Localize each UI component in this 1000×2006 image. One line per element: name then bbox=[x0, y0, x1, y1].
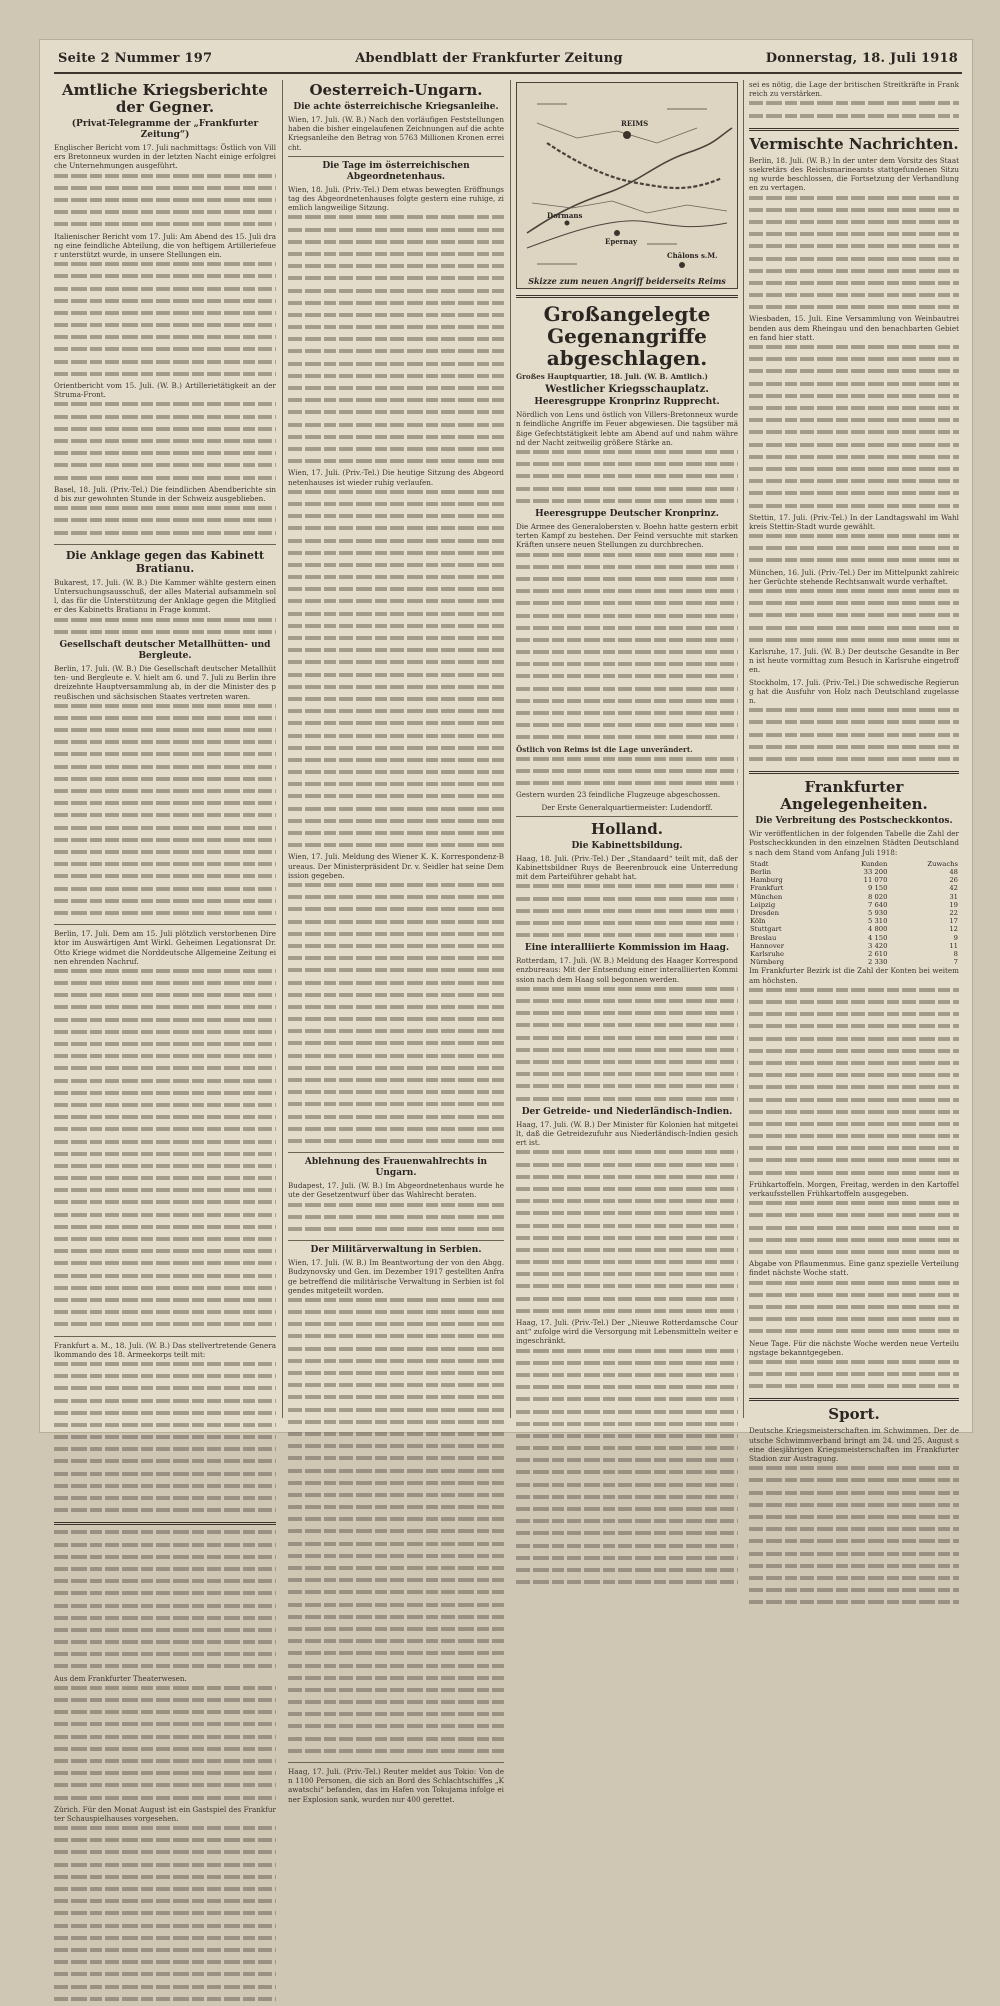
article-paragraph: Rotterdam, 17. Juli. (W. B.) Meldung des Haager Korrespondenzbureaus: Mit der Entsendung einer interalliierten Kommission nach dem Haag soll begonnen werden. bbox=[516, 956, 738, 984]
subhead: Die Verbreitung des Postscheckkontos. bbox=[755, 816, 953, 827]
page-header bbox=[58, 46, 958, 70]
subhead: (Privat-Telegramme der „Frankfurter Zeitung“) bbox=[71, 119, 259, 140]
article-paragraph: Budapest, 17. Juli. (W. B.) Im Abgeordnetenhaus wurde heute der Gesetzentwurf über das Wahlrecht beraten. bbox=[288, 1181, 504, 1200]
table-row bbox=[749, 942, 959, 950]
front-map bbox=[516, 82, 738, 289]
column-rule bbox=[510, 80, 511, 1418]
headline-frankfurter: Frankfurter Angelegenheiten. bbox=[780, 778, 928, 814]
table-row bbox=[749, 884, 959, 892]
table-row bbox=[749, 901, 959, 909]
map-label-reims: REIMS bbox=[621, 119, 649, 128]
article-paragraph: Wien, 17. Juli. Meldung des Wiener K. K. Korrespondenz-Bureaus. Der Ministerpräsident Dr. v. Seidler hat seine Demission gegeben. bbox=[288, 852, 504, 880]
article-paragraph: Deutsche Kriegsmeisterschaften im Schwimmen. Der deutsche Schwimmverband bringt am 24. und 25. August seine diesjährigen Kriegsmeisterschaften im Frankfurter Stadion zur Austragung. bbox=[749, 1426, 959, 1464]
map-label-dormans: Dormans bbox=[547, 211, 583, 220]
article-paragraph: Gestern wurden 23 feindliche Flugzeuge abgeschossen. bbox=[516, 790, 721, 800]
table-row bbox=[749, 950, 959, 958]
article-paragraph: München, 16. Juli. (Priv.-Tel.) Der im Mittelpunkt zahlreicher Gerüchte stehende Rechtsanwalt wurde verhaftet. bbox=[749, 567, 959, 586]
article-paragraph: Zürich. Für den Monat August ist ein Gastspiel des Frankfurter Schauspielhauses vorgesehen. bbox=[54, 1804, 276, 1823]
map-label-epernay: Epernay bbox=[605, 237, 638, 246]
headline-war-reports: Amtliche Kriegsberichte der Gegner. bbox=[62, 81, 268, 116]
table-cell: 7 bbox=[953, 958, 958, 967]
article-paragraph: Haag, 17. Juli. (W. B.) Der Minister für Kolonien hat mitgeteilt, daß die Getreidezufuhr aus Niederländisch-Indien gesichert ist. bbox=[516, 1119, 738, 1148]
table-cell: Leipzig bbox=[750, 900, 776, 909]
table-row bbox=[749, 917, 959, 925]
article-paragraph: Die Armee des Generalobersten v. Boehn hatte gestern erbitterten Kampf zu bestehen. Der Feind versuchte mit starken Kräften unsere neuen Stellungen zu durchbrechen. bbox=[516, 521, 738, 550]
table-cell: 31 bbox=[949, 892, 958, 901]
table-cell: Hamburg bbox=[750, 876, 783, 885]
article-paragraph: Wien, 18. Juli. (Priv.-Tel.) Dem etwas bewegten Eröffnungstag des Abgeordnetenhauses folgte gestern eine ruhige, ziemlich langweilige Sitzung. bbox=[288, 184, 504, 213]
article-paragraph: Haag, 17. Juli. (Priv.-Tel.) Der „Nieuwe Rotterdamsche Courant“ zufolge wird die Versorgung mit Lebensmitteln weiter eingeschränkt. bbox=[516, 1318, 738, 1346]
article-paragraph: Haag, 18. Juli. (Priv.-Tel.) Der „Standaard“ teilt mit, daß der Kabinettsbildner Ruys de Beerenbrouck eine Unterredung mit dem Parteiführer gehabt hat. bbox=[516, 853, 738, 882]
column-rule bbox=[282, 80, 283, 1418]
table-cell: 2 330 bbox=[867, 958, 888, 967]
article-paragraph: Wien, 17. Juli. (Priv.-Tel.) Die heutige Sitzung des Abgeordnetenhauses ist wieder ruhig verlaufen. bbox=[288, 468, 504, 487]
article-paragraph: Nördlich von Lens und östlich von Villers-Bretonneux wurden feindliche Angriffe im Feuer abgewiesen. Die tagsüber mäßige Gefechtstätigkeit lebte am Abend auf und nahm während der Nacht zeitweilig größere Stärke an. bbox=[516, 410, 738, 447]
table-header: Zuwachs bbox=[927, 859, 958, 868]
subhead: Eine interalliierte Kommission im Haag. bbox=[524, 943, 730, 954]
column-4 bbox=[749, 80, 959, 1464]
article-paragraph: Bukarest, 17. Juli. (W. B.) Die Kammer wählte gestern einen Untersuchungsausschuß, der alles Material aufsammeln soll, das für die Unterstützung der Anklage gegen die Mitglieder des Kabinetts Bratianu in Frage kommt. bbox=[54, 577, 276, 615]
table-cell: 9 150 bbox=[867, 884, 888, 893]
article-paragraph: Wir veröffentlichen in der folgenden Tabelle die Zahl der Postscheckkunden in den einzelnen Städten Deutschlands nach dem Stand vom Anfang Juli 1918: bbox=[749, 829, 959, 857]
table-cell: 48 bbox=[949, 867, 958, 876]
subhead: Heeresgruppe Kronprinz Rupprecht. bbox=[534, 397, 720, 408]
masthead: Abendblatt der Frankfurter Zeitung bbox=[355, 50, 623, 66]
article-paragraph: Berlin, 17. Juli. Dem am 15. Juli plötzlich verstorbenen Direktor im Auswärtigen Amt Wirkl. Geheimen Legationsrat Dr. Otto Kriege widmet die Norddeutsche Allgemeine Zeitung einen ehrenden Nachruf. bbox=[54, 929, 276, 966]
table-cell: 3 420 bbox=[867, 941, 888, 950]
headline-bratianu: Die Anklage gegen das Kabinett Bratianu. bbox=[65, 548, 265, 575]
issue-date: Donnerstag, 18. Juli 1918 bbox=[765, 50, 958, 66]
article-paragraph: Stockholm, 17. Juli. (Priv.-Tel.) Die schwedische Regierung hat die Ausfuhr von Holz nach Deutschland zugelassen. bbox=[749, 677, 959, 706]
table-cell: 11 070 bbox=[863, 876, 888, 885]
article-paragraph: Karlsruhe, 17. Juli. (W. B.) Der deutsche Gesandte in Bern ist heute vormittag zum Besuch in Karlsruhe eingetroffen. bbox=[749, 647, 959, 675]
table-cell: Köln bbox=[750, 917, 766, 926]
table-cell: 12 bbox=[949, 925, 958, 934]
article-paragraph: sei es nötig, die Lage der britischen Streitkräfte in Frankreich zu verstärken. bbox=[749, 80, 959, 99]
table-cell: Nürnberg bbox=[750, 958, 784, 967]
table-row bbox=[749, 925, 959, 933]
headline-sport: Sport. bbox=[828, 1405, 880, 1424]
column-3 bbox=[516, 80, 738, 1418]
table-cell: 33 200 bbox=[863, 867, 888, 876]
headline-holland: Holland. bbox=[591, 819, 663, 838]
article-paragraph: Italienischer Bericht vom 17. Juli: Am Abend des 15. Juli drang eine feindliche Abteilung, die von heftigem Artilleriefeuer unterstützt wurde, in unsere Stellungen ein. bbox=[54, 231, 276, 259]
article-paragraph: Berlin, 17. Juli. (W. B.) Die Gesellschaft deutscher Metallhütten- und Bergleute e. V. hielt am 6. und 7. Juli zu Berlin ihre dreizehnte Hauptversammlung ab, in der die Minister des preußischen und sächsischen Staates vertreten waren. bbox=[54, 663, 276, 701]
table-row bbox=[749, 934, 959, 942]
table-cell: 17 bbox=[949, 917, 958, 926]
table-cell: 4 800 bbox=[867, 925, 888, 934]
table-cell: Hannover bbox=[750, 941, 784, 950]
table-cell: 8 bbox=[953, 950, 958, 959]
article-dateline: Großes Hauptquartier, 18. Juli. (W. B. Amtlich.) bbox=[516, 372, 708, 381]
table-cell: Berlin bbox=[750, 867, 771, 876]
table-cell: 8 020 bbox=[867, 892, 888, 901]
table-cell: Dresden bbox=[750, 909, 779, 917]
subhead: Die Tage im österreichischen Abgeordnetenhaus. bbox=[322, 160, 470, 182]
article-paragraph: Wien, 17. Juli. (W. B.) Im Beantwortung der von den Abgg. Budzynovsky und Gen. im Dezember 1917 gestellten Anfrage betreffend die militärische Verwaltung in Serbien ist folgendes mitgeteilt worden. bbox=[288, 1258, 504, 1295]
table-row bbox=[749, 909, 959, 917]
article-paragraph: Stettin, 17. Juli. (Priv.-Tel.) In der Landtagswahl im Wahlkreis Stettin-Stadt wurde gewählt. bbox=[749, 512, 959, 531]
column-2 bbox=[288, 80, 504, 1804]
postscheck-table bbox=[749, 860, 959, 967]
table-header-row bbox=[749, 860, 959, 868]
article-paragraph: Östlich von Reims ist die Lage unverändert. bbox=[516, 744, 693, 754]
subhead: Der Getreide- und Niederländisch-Indien. bbox=[521, 1106, 733, 1117]
article-paragraph: Wiesbaden, 15. Juli. Eine Versammlung von Weinbautreibenden aus dem Rheingau und den benachbarten Gebieten fand hier statt. bbox=[749, 314, 959, 342]
table-row bbox=[749, 868, 959, 876]
article-paragraph: Aus dem Frankfurter Theaterwesen. bbox=[54, 1673, 187, 1683]
subhead: Westlicher Kriegsschauplatz. bbox=[545, 384, 709, 396]
table-cell: 11 bbox=[949, 941, 958, 950]
table-row bbox=[749, 893, 959, 901]
table-header: Kunden bbox=[860, 859, 888, 868]
table-cell: 42 bbox=[949, 884, 958, 893]
header-rule bbox=[54, 72, 962, 74]
column-rule bbox=[743, 80, 744, 1418]
table-cell: 22 bbox=[949, 909, 958, 917]
table-cell: München bbox=[750, 892, 783, 901]
article-paragraph: Wien, 17. Juli. (W. B.) Nach den vorläufigen Feststellungen haben die bisher eingelaufenen Zeichnungen auf die achte Kriegsanleihe den Betrag von 5763 Millionen Kronen erreicht. bbox=[288, 115, 504, 152]
article-paragraph: Orientbericht vom 15. Juli. (W. B.) Artillerietätigkeit an der Struma-Front. bbox=[54, 381, 276, 400]
table-cell: Breslau bbox=[750, 933, 777, 942]
table-cell: Karlsruhe bbox=[750, 950, 785, 959]
headline-oesterreich: Oesterreich-Ungarn. bbox=[309, 81, 483, 99]
newspaper-page bbox=[40, 40, 972, 1823]
column-1 bbox=[54, 80, 276, 1823]
article-paragraph: Englischer Bericht vom 17. Juli nachmittags: Östlich von Villers Bretonneux wurden in der letzten Nacht einige erfolgreiche Unternehmungen ausgeführt. bbox=[54, 143, 276, 171]
table-cell: 4 150 bbox=[867, 933, 888, 942]
subhead: Der Militärverwaltung in Serbien. bbox=[310, 1245, 482, 1256]
table-cell: 5 930 bbox=[867, 909, 888, 917]
article-paragraph: Basel, 18. Juli. (Priv.-Tel.) Die feindlichen Abendberichte sind bis zur gewohnten Stunde in der Schweiz ausgeblieben. bbox=[54, 484, 276, 503]
article-paragraph: Haag, 17. Juli. (Priv.-Tel.) Reuter meldet aus Tokio: Von den 1100 Personen, die sich an Bord des Schlachtschiffes „Kawatschi“ befanden, das im Hafen von Tokujama infolge einer Explosion sank, wurden nur 400 gerettet. bbox=[288, 1767, 504, 1804]
table-cell: 2 610 bbox=[867, 950, 888, 959]
table-cell: 5 310 bbox=[867, 917, 888, 926]
subhead: Heeresgruppe Deutscher Kronprinz. bbox=[535, 508, 719, 519]
table-cell: 26 bbox=[949, 876, 958, 885]
article-signature: Der Erste Generalquartiermeister: Ludendorff. bbox=[541, 802, 713, 812]
table-cell: 19 bbox=[949, 900, 958, 909]
page-number: Seite 2 Nummer 197 bbox=[58, 50, 213, 66]
headline-vermischte: Vermischte Nachrichten. bbox=[749, 134, 959, 153]
article-paragraph: Frühkartoffeln. Morgen, Freitag, werden in den Kartoffelverkaufsstellen Frühkartoffeln ausgegeben. bbox=[749, 1179, 959, 1199]
table-row bbox=[749, 876, 959, 884]
article-paragraph: Berlin, 18. Juli. (W. B.) In der unter dem Vorsitz des Staatssekretärs des Reichsmarineamts stattgefundenen Sitzung wurde beschlossen, die Fortsetzung der Verhandlungen zu vertagen. bbox=[749, 155, 959, 193]
map-label-chalons: Châlons s.M. bbox=[667, 251, 718, 260]
table-cell: 7 640 bbox=[867, 900, 888, 909]
table-cell: 9 bbox=[953, 933, 958, 942]
subhead-metallhuetten: Gesellschaft deutscher Metallhütten- und Bergleute. bbox=[59, 639, 271, 661]
subhead: Die achte österreichische Kriegsanleihe. bbox=[293, 102, 499, 112]
subhead: Die Kabinettsbildung. bbox=[571, 840, 683, 851]
article-paragraph: Im Frankfurter Bezirk ist die Zahl der Konten bei weitem am höchsten. bbox=[749, 966, 959, 985]
article-paragraph: Neue Tage. Für die nächste Woche werden neue Verteilungstage bekanntgegeben. bbox=[749, 1338, 959, 1357]
map-caption: Skizze zum neuen Angriff beiderseits Reims bbox=[528, 276, 726, 286]
table-header: Stadt bbox=[750, 859, 769, 868]
table-cell: Stuttgart bbox=[750, 925, 782, 934]
article-paragraph: Frankfurt a. M., 18. Juli. (W. B.) Das stellvertretende Generalkommando des 18. Armeekorps teilt mit: bbox=[54, 1340, 276, 1359]
subhead: Ablehnung des Frauenwahlrechts in Ungarn. bbox=[304, 1157, 488, 1179]
table-row bbox=[749, 958, 959, 966]
table-cell: Frankfurt bbox=[750, 884, 784, 893]
headline-gegenangriffe: Großangelegte Gegenangriffe abgeschlagen. bbox=[543, 302, 711, 370]
article-paragraph: Abgabe von Pflaumenmus. Eine ganz spezielle Verteilung findet nächste Woche statt. bbox=[749, 1259, 959, 1278]
